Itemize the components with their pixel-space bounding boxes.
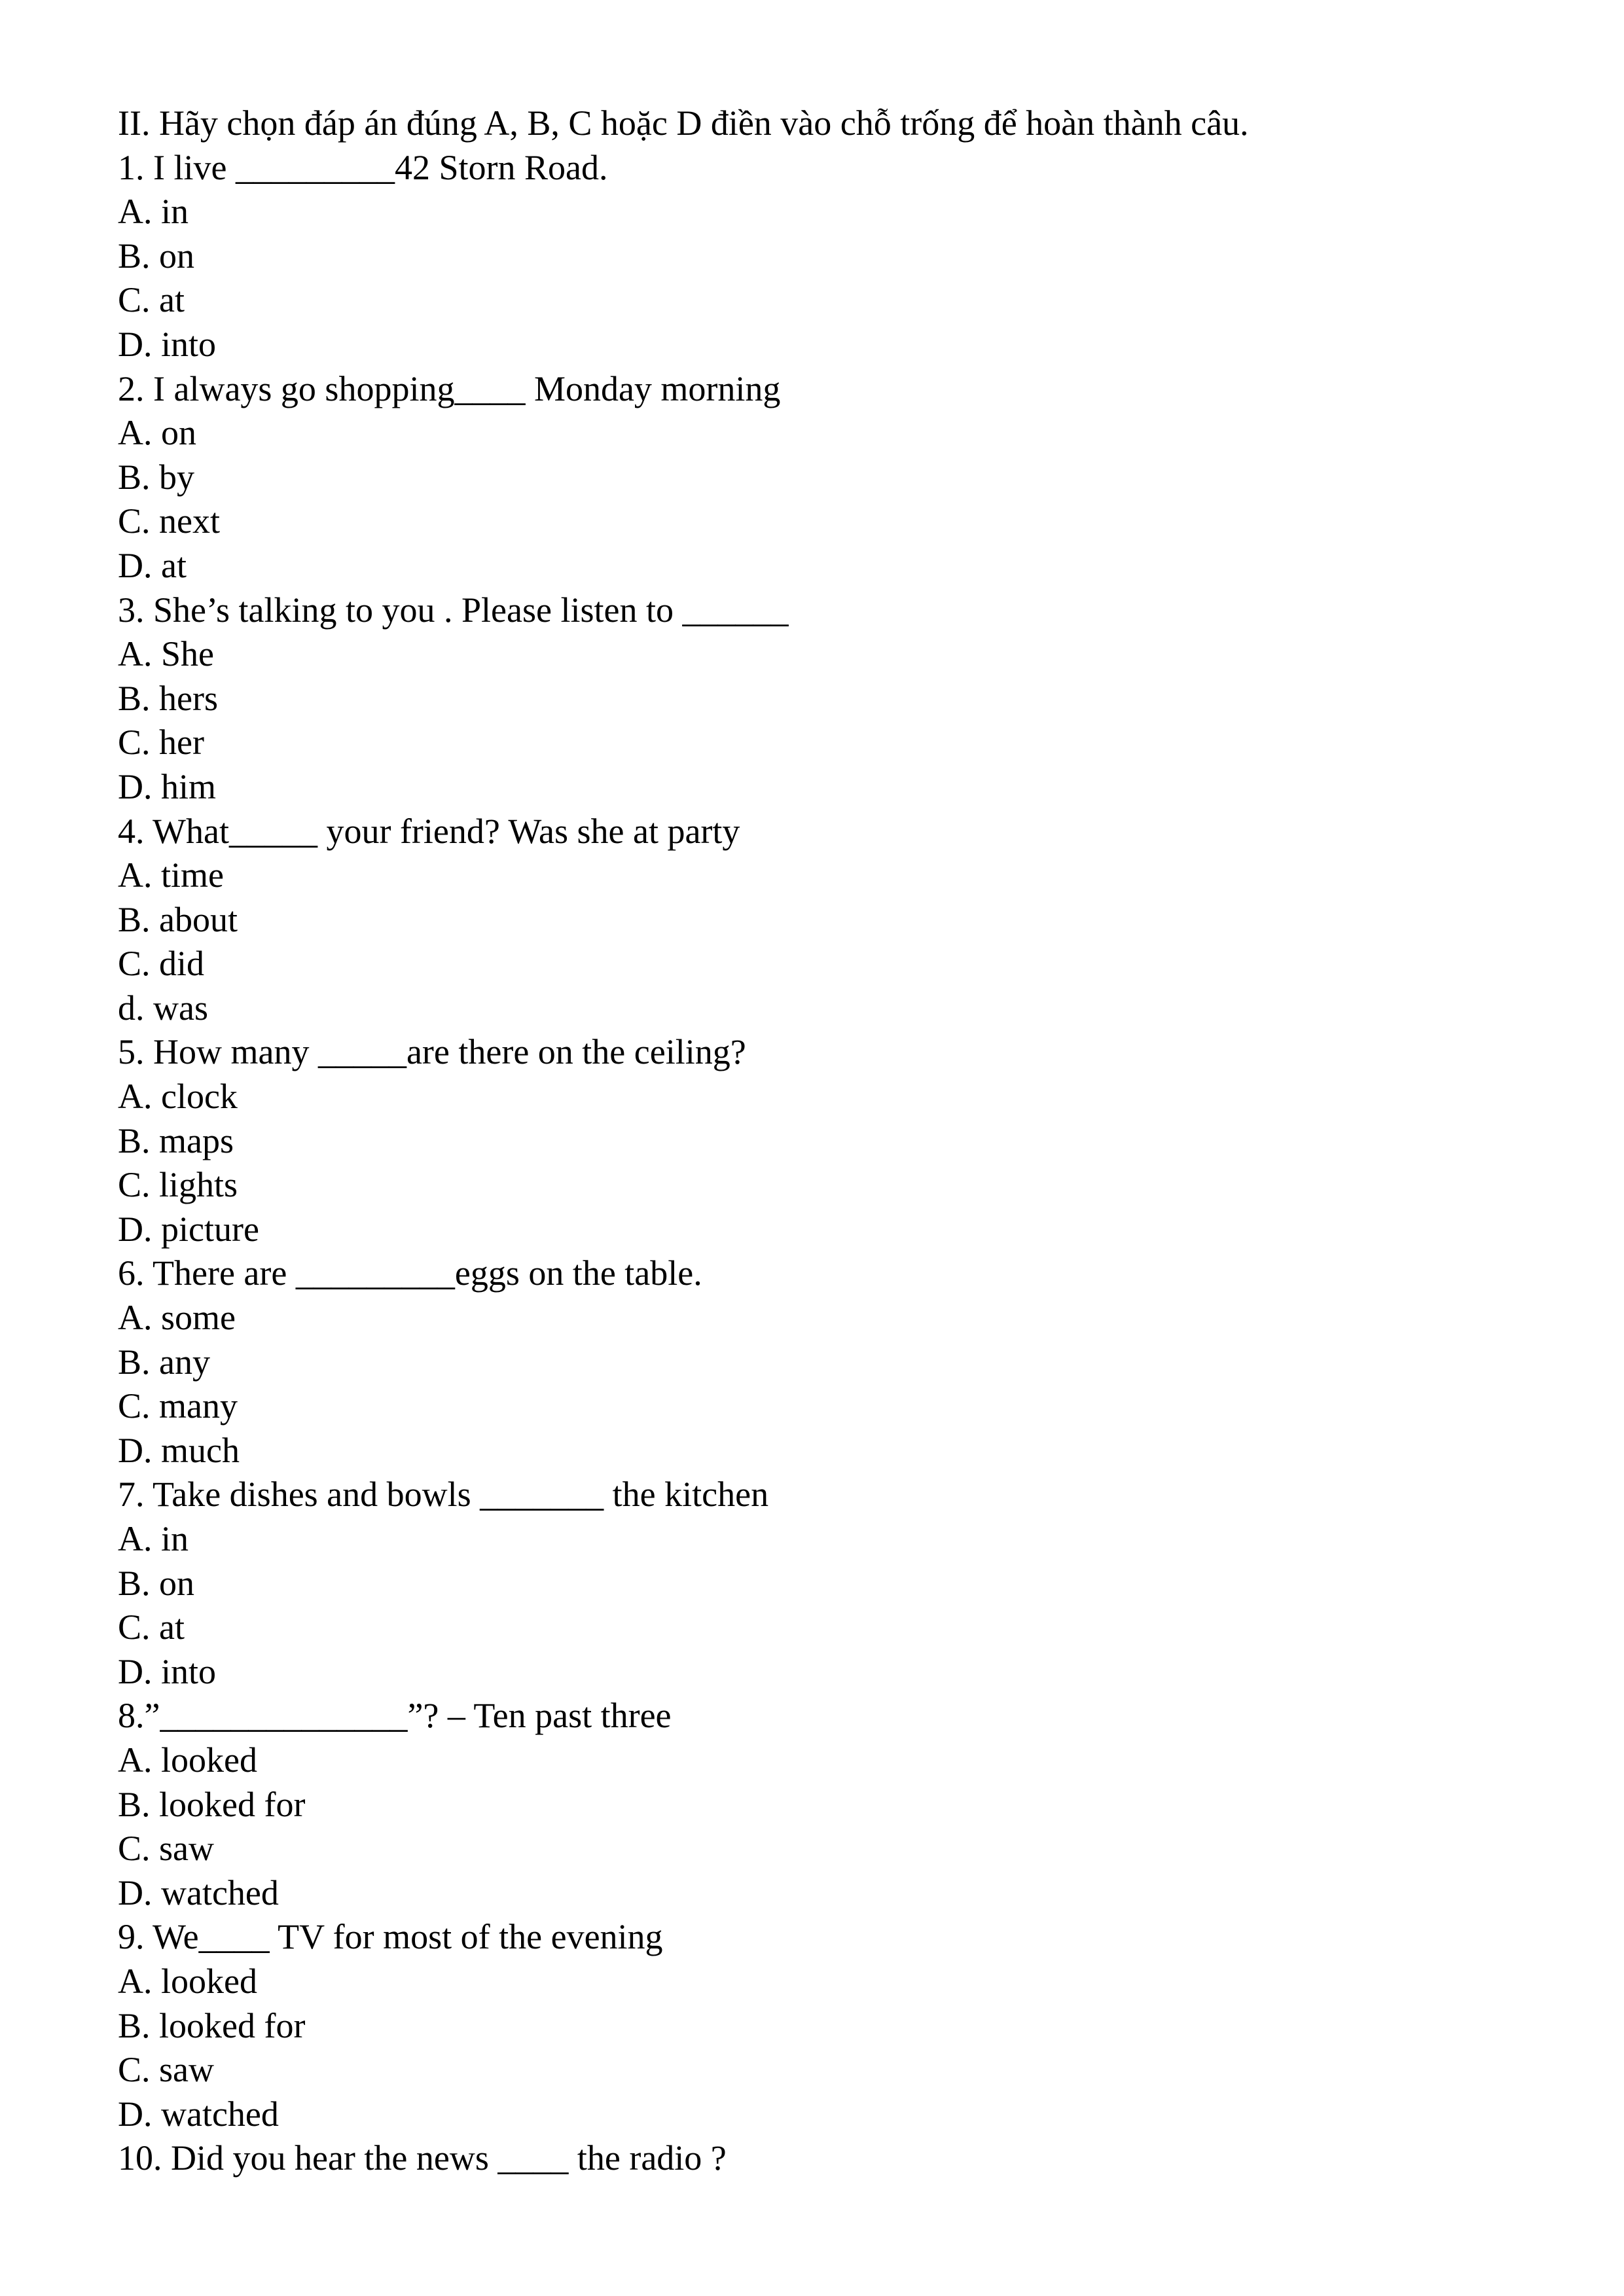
option-b: B. any <box>118 1342 210 1382</box>
option-c: C. next <box>118 501 220 541</box>
question-stem: 1. I live _________42 Storn Road. <box>118 147 608 187</box>
option-a: A. on <box>118 413 196 453</box>
option-d: D. watched <box>118 1873 279 1912</box>
question-stem: 10. Did you hear the news ____ the radio ? <box>118 2138 727 2178</box>
option-b: B. on <box>118 236 195 276</box>
option-c: C. at <box>118 280 185 320</box>
question-stem: 7. Take dishes and bowls _______ the kitchen <box>118 1475 769 1515</box>
option-b: B. maps <box>118 1121 234 1160</box>
question-stem: 9. We____ TV for most of the evening <box>118 1917 663 1957</box>
option-a: A. in <box>118 1519 189 1558</box>
question-stem: 4. What_____ your friend? Was she at party <box>118 811 740 851</box>
option-c: C. did <box>118 944 205 984</box>
option-d: D. into <box>118 324 217 364</box>
option-b: B. by <box>118 457 195 497</box>
question-3 <box>118 588 1525 810</box>
option-b: B. looked for <box>118 2005 306 2045</box>
question-7 <box>118 1473 1525 1694</box>
option-d: D. much <box>118 1430 240 1470</box>
option-a: A. looked <box>118 1740 257 1780</box>
option-a: A. some <box>118 1298 236 1338</box>
option-b: B. on <box>118 1563 195 1603</box>
option-d: D. him <box>118 766 217 806</box>
option-a: A. time <box>118 855 224 895</box>
question-stem: 8.”______________”? – Ten past three <box>118 1696 672 1736</box>
option-c: C. at <box>118 1607 185 1647</box>
option-a: A. looked <box>118 1961 257 2001</box>
option-c: C. many <box>118 1386 238 1426</box>
option-d: D. at <box>118 545 187 585</box>
option-c: C. lights <box>118 1165 238 1205</box>
option-c: C. her <box>118 723 204 762</box>
question-stem: 2. I always go shopping____ Monday morning <box>118 368 781 408</box>
section-heading: II. Hãy chọn đáp án đúng A, B, C hoặc D điền vào chỗ trống để hoàn thành câu. <box>118 103 1249 143</box>
question-stem: 3. She’s talking to you . Please listen to ______ <box>118 590 789 630</box>
question-6 <box>118 1251 1525 1473</box>
question-1 <box>118 146 1525 367</box>
option-a: A. She <box>118 634 214 674</box>
option-b: B. about <box>118 899 238 939</box>
question-5 <box>118 1030 1525 1251</box>
option-b: B. hers <box>118 678 218 718</box>
worksheet <box>118 101 1525 2181</box>
question-9 <box>118 1915 1525 2136</box>
question-stem: 5. How many _____are there on the ceiling? <box>118 1032 746 1072</box>
option-d: D. picture <box>118 1209 259 1249</box>
question-10 <box>118 2136 1525 2181</box>
question-4 <box>118 810 1525 1031</box>
question-2 <box>118 367 1525 588</box>
option-d: d. was <box>118 988 208 1028</box>
option-c: C. saw <box>118 2050 214 2090</box>
option-a: A. clock <box>118 1077 238 1117</box>
option-a: A. in <box>118 192 189 232</box>
option-d: D. into <box>118 1651 217 1691</box>
option-b: B. looked for <box>118 1784 306 1824</box>
question-8 <box>118 1694 1525 1915</box>
option-d: D. watched <box>118 2094 279 2134</box>
question-stem: 6. There are _________eggs on the table. <box>118 1253 702 1293</box>
option-c: C. saw <box>118 1829 214 1869</box>
